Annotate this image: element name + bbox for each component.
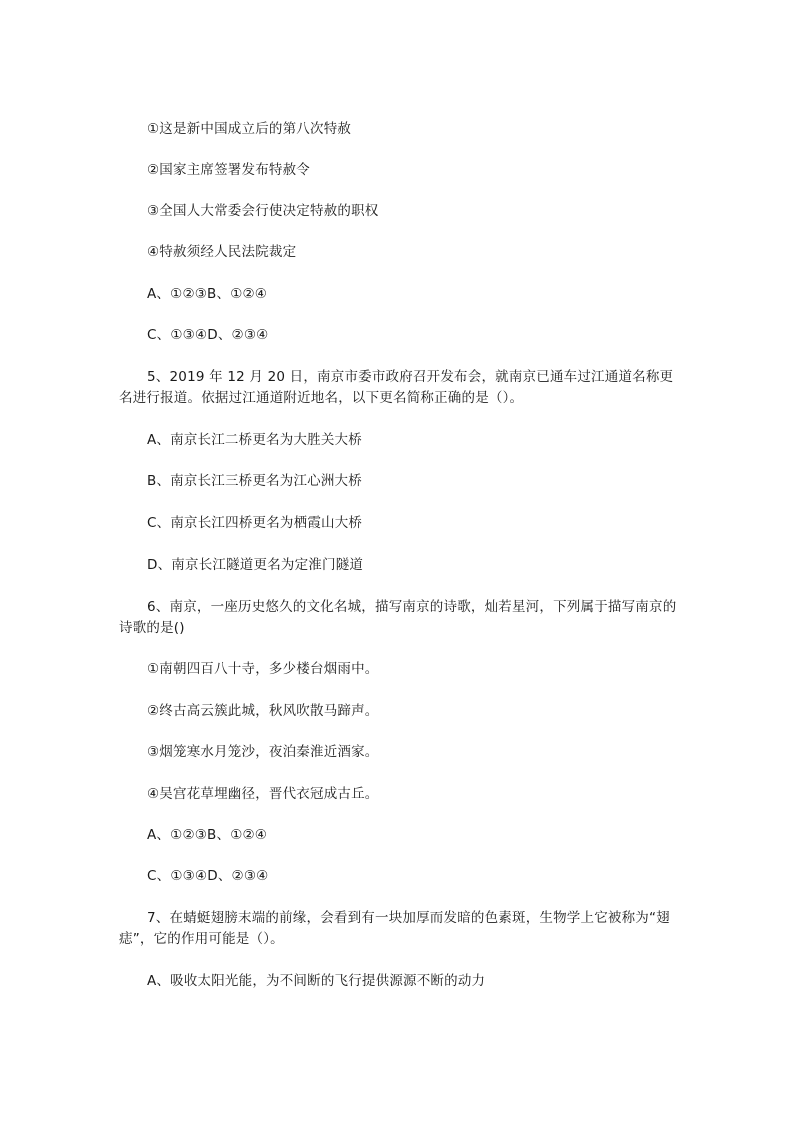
question-6-choice-a-b: A、①②③B、①②④ [147,827,268,843]
question-6-poem-1: ①南朝四百八十寺，多少楼台烟雨中。 [147,661,379,677]
option-4-court-ruling: ④特赦须经人民法院裁定 [147,244,297,260]
question-5-option-c: C、南京长江四桥更名为栖霞山大桥 [147,515,363,531]
question-5-option-d: D、南京长江隧道更名为定淮门隧道 [147,557,364,573]
question-6-poem-3: ③烟笼寒水月笼沙，夜泊秦淮近酒家。 [147,744,379,760]
question-7-option-a: A、吸收太阳光能，为不间断的飞行提供源源不断的动力 [147,973,486,989]
choice-a-b: A、①②③B、①②④ [147,286,268,302]
question-5-option-a: A、南京长江二桥更名为大胜关大桥 [147,432,362,448]
question-6-poem-2: ②终古高云簇此城，秋风吹散马蹄声。 [147,703,379,719]
choice-c-d: C、①③④D、②③④ [147,327,269,343]
question-6: 6、南京，一座历史悠久的文化名城，描写南京的诗歌，灿若星河，下列属于描写南京的诗歌的是() [119,599,677,636]
option-3-npc-standing-committee: ③全国人大常委会行使决定特赦的职权 [147,203,379,219]
question-6-poem-4: ④吴宫花草埋幽径，晋代衣冠成古丘。 [147,786,379,802]
option-1-eighth-amnesty: ①这是新中国成立后的第八次特赦 [147,121,352,137]
question-6-choice-c-d: C、①③④D、②③④ [147,868,269,884]
option-2-president-order: ②国家主席签署发布特赦令 [147,162,311,178]
question-5: 5、2019 年 12 月 20 日，南京市委市政府召开发布会，就南京已通车过江通道名称更名进行报道。依据过江通道附近地名，以下更名简称正确的是（）。 [119,369,674,406]
question-5-option-b: B、南京长江三桥更名为江心洲大桥 [147,473,362,489]
question-7: 7、在蜻蜓翅膀末端的前缘，会看到有一块加厚而发暗的色素斑，生物学上它被称为“翅痣”，它的作用可能是（）。 [119,910,670,947]
